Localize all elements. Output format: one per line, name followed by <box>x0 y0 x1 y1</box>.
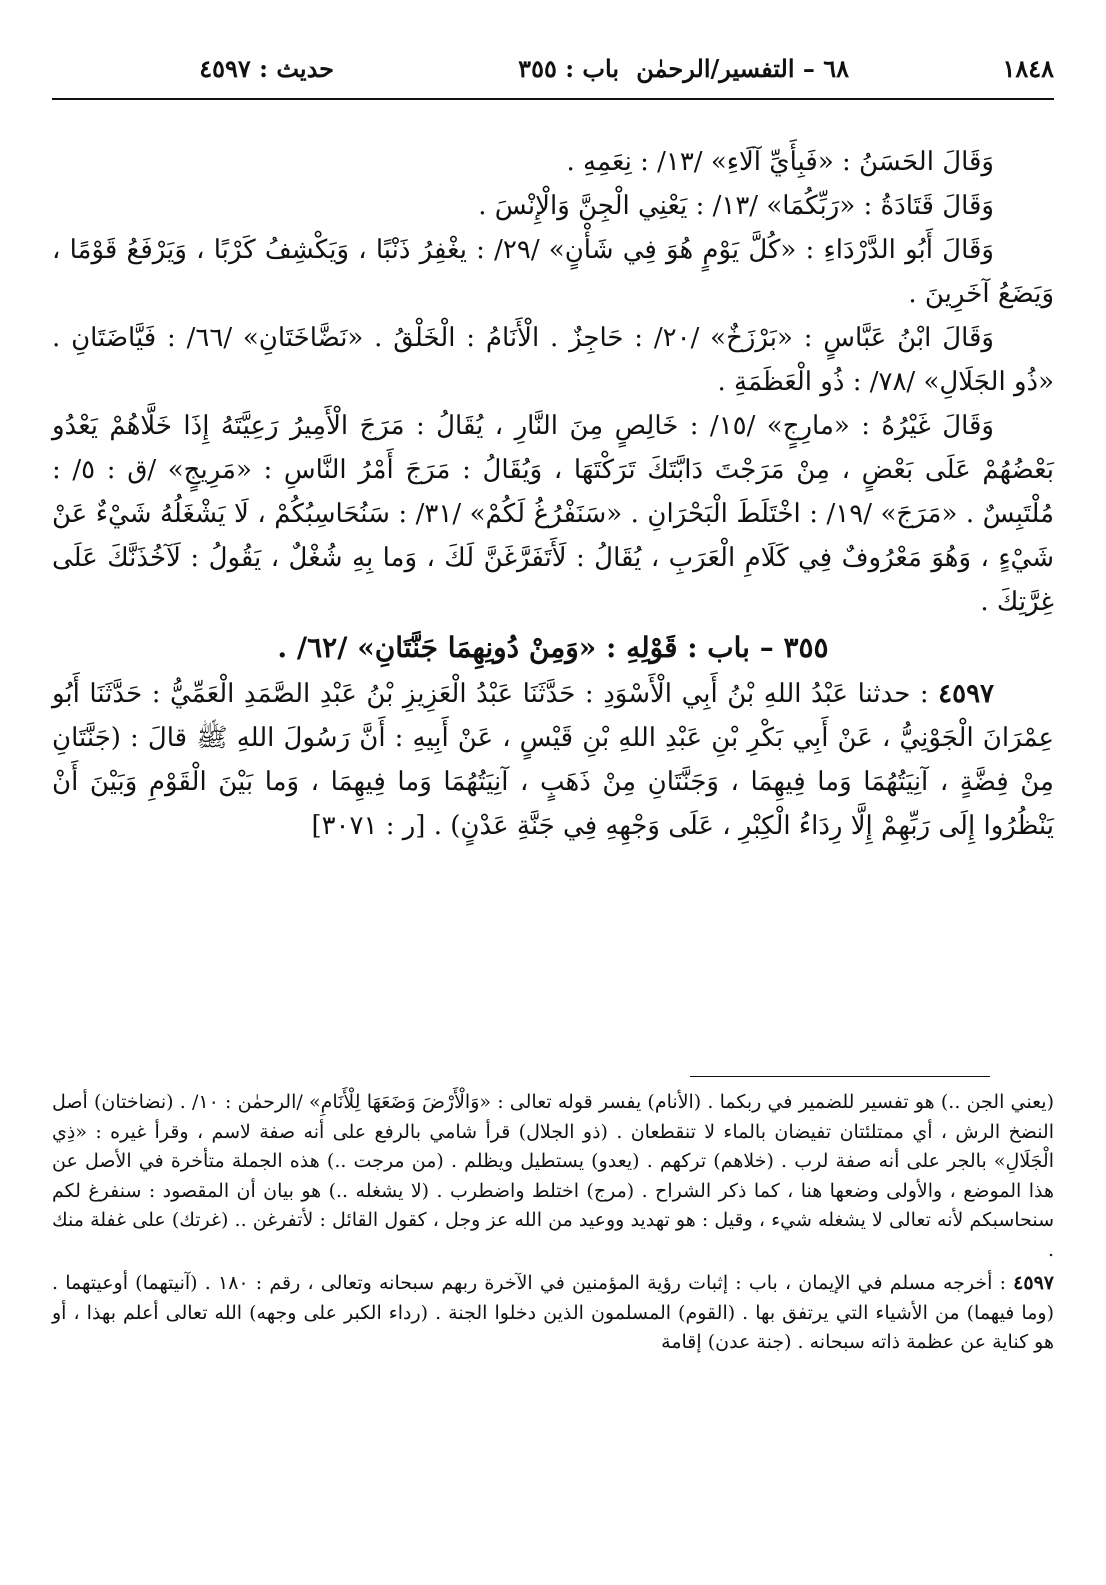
footnote-rule <box>690 1076 990 1077</box>
hadith-number: ٤٥٩٧ <box>938 679 995 709</box>
header-rule <box>52 98 1054 100</box>
chapter-title: ٦٨ – التفسير/الرحمٰن <box>636 54 849 83</box>
bab-number: باب : ٣٥٥ <box>518 54 619 83</box>
hadith-paragraph <box>52 672 1054 848</box>
paragraph: وَقَالَ غَيْرُهُ : «مارِجٍ» /١٥/ : خَالِصٍ مِنَ النَّارِ ، يُقَالُ : مَرَجَ الْأَمِيرُ رَعِيَّتَهُ إِذَا خَلَّاهُمْ يَعْدُو بَعْضُهُمْ عَلَى بَعْضٍ ، مِنْ مَرَجْتَ دَابَّتَكَ تَرَكْتَهَا ، وَيُقَالُ : مَرَجَ أَمْرُ النَّاسِ : «مَرِيجٍ» /ق : ٥/ : مُلْتَبِسٌ . «مَرَجَ» /١٩/ : اخْتَلَطَ الْبَحْرَانِ . «سَنَفْرُغُ لَكُمْ» /٣١/ : سَنُحَاسِبُكُمْ ، لَا يَشْغَلُهُ شَيْءٌ عَنْ شَيْءٍ ، وَهُوَ مَعْرُوفٌ فِي كَلَامِ الْعَرَبِ ، يُقَالُ : لَأَتَفَرَّغَنَّ لَكَ ، وَما بِهِ شُغْلٌ ، يَقُولُ : لَآخُذَنَّكَ عَلَى غِرَّتِكَ . <box>52 411 1055 617</box>
paragraph: وَقَالَ أَبُو الدَّرْدَاءِ : «كُلَّ يَوْمٍ هُوَ فِي شَأْنٍ» /٢٩/ : يغْفِرُ ذَنْبًا ، وَيَكْشِفُ كَرْبًا ، وَيَرْفَعُ قَوْمًا ، وَيَضَعُ آخَرِينَ . <box>52 235 1054 309</box>
footnote-commentary: (يعني الجن ..) هو تفسير للضمير في ربكما . (الأنام) يفسر قوله تعالى : «وَالْأَرْضَ وَضَعَهَا لِلْأَنَامِ» /الرحمٰن : ١٠/ . (نضاختان) أصل النضخ الرش ، أي ممتلئتان تفيضان بالماء لا تنقطعان . (ذو الجلال) قرأ شامي بالرفع على أنه صفة لاسم ، وقرأ غيره : «ذِي الْجَلَالِ» بالجر على أنه صفة لرب . (خلاهم) تركهم . (يعدو) يستطيل ويظلم . (من مرجت ..) هذه الجملة متأخرة في الأصل عن هذا الموضع ، والأولى وضعها هنا ، كما ذكر الشراح . (مرج) اختلط واضطرب . (لا يشغله ..) هو بيان أن المقصود : سنفرغ لكم سنحاسبكم لأنه تعالى لا يشغله شيء ، وقيل : هو تهديد ووعيد من الله عز وجل ، كقول القائل : لأتفرغن .. (غرتك) على غفلة منك . <box>52 1091 1054 1261</box>
page-header <box>52 44 1054 104</box>
footnotes <box>52 1088 1054 1358</box>
paragraph: وَقَالَ ابْنُ عَبَّاسٍ : «بَرْزَخٌ» /٢٠/ : حَاجِزٌ . الْأَنَامُ : الْخَلْقُ . «نَضَّاخَتَانِ» /٦٦/ : فَيَّاضَتَانِ . «ذُو الجَلَالِ» /٧٨/ : ذُو الْعَظَمَةِ . <box>52 323 1054 397</box>
footnote-hadith-number: ٤٥٩٧ <box>1013 1272 1054 1294</box>
bab-heading: ٣٥٥ – باب : قَوْلِهِ : «وَمِنْ دُونِهِمَا جَنَّتَانِ» /٦٢/ . <box>277 631 829 664</box>
hadith-number-header: حديث : ٤٥٩٧ <box>199 54 334 83</box>
paragraph: وَقَالَ قَتَادَةُ : «رَبِّكُمَا» /١٣/ : يَعْنِي الْجِنَّ وَالْإِنْسَ . <box>478 191 994 221</box>
footnote-hadith-note: : أخرجه مسلم في الإيمان ، باب : إثبات رؤية المؤمنين في الآخرة ربهم سبحانه وتعالى ، رقم : ١٨٠ . (آنيتهما) أوعيتهما . (وما فيهما) من الأشياء التي يرتفق بها . (القوم) المسلمون الذين دخلوا الجنة . (رداء الكبر على وجهه) الله تعالى أعلم بهذا ، أو هو كناية عن عظمة ذاته سبحانه . (جنة عدن) إقامة <box>52 1272 1054 1353</box>
page-number: ١٨٤٨ <box>1002 54 1054 83</box>
main-text <box>52 140 1054 848</box>
paragraph: وَقَالَ الحَسَنُ : «فَبِأَيِّ آلَاءِ» /١٣/ : نِعَمِهِ . <box>566 147 994 177</box>
hadith-text: : حدثنا عَبْدُ اللهِ بْنُ أَبِي الْأَسْوَدِ : حَدَّثَنَا عَبْدُ الْعَزِيزِ بْنُ عَبْدِ الصَّمَدِ الْعَمِّيُّ : حَدَّثَنَا أَبُو عِمْرَانَ الْجَوْنِيُّ ، عَنْ أَبِي بَكْرِ بْنِ عَبْدِ اللهِ بْنِ قَيْسٍ ، عَنْ أَبِيهِ : أَنَّ رَسُولَ اللهِ ﷺ قالَ : (جَنَّتَانِ مِنْ فِضَّةٍ ، آنِيَتُهُمَا وَما فِيهِمَا ، وَجَنَّتَانِ مِنْ ذَهَبٍ ، آنِيَتُهُمَا وَما فِيهِمَا ، وَما بَيْنَ الْقَوْمِ وَبَيْنَ أَنْ يَنْظُرُوا إِلَى رَبِّهِمْ إِلَّا رِدَاءُ الْكِبْرِ ، عَلَى وَجْهِهِ فِي جَنَّةِ عَدْنٍ) . [ر : ٣٠٧١] <box>52 679 1054 841</box>
footnote-hadith <box>52 1269 1054 1358</box>
